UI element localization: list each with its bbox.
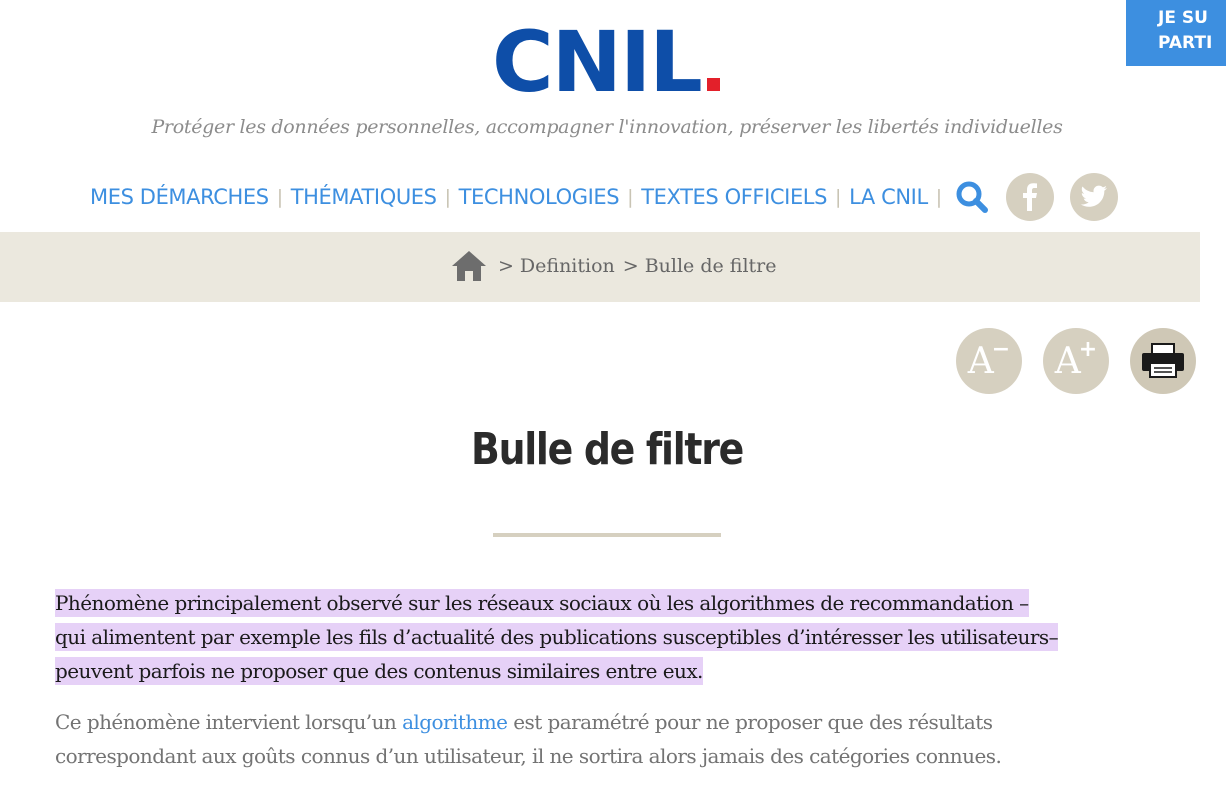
membership-cta-button[interactable] — [1126, 0, 1226, 66]
twitter-icon — [1080, 185, 1108, 209]
twitter-button[interactable] — [1070, 173, 1118, 221]
cnil-logo[interactable] — [492, 13, 720, 111]
body-text-start: Ce phénomène intervient lorsqu’un — [55, 710, 403, 734]
nav-item-mes-demarches[interactable]: MES DÉMARCHES — [90, 185, 269, 209]
body-text-end: est paramétré pour ne proposer que des résultats — [507, 710, 993, 734]
cta-line-1: JE SU — [1158, 8, 1208, 28]
lead-line-3: peuvent parfois ne proposer que des contenus similaires entre eux. — [55, 659, 703, 683]
nav-separator: | — [276, 186, 283, 208]
nav-separator: | — [627, 186, 634, 208]
nav-separator: | — [444, 186, 451, 208]
decrease-font-sign: − — [991, 336, 1011, 362]
search-icon[interactable] — [954, 179, 990, 215]
increase-font-button[interactable] — [1043, 328, 1109, 394]
title-divider — [493, 533, 721, 537]
nav-separator: | — [935, 186, 942, 208]
breadcrumb — [450, 246, 777, 286]
algorithme-link[interactable]: algorithme — [402, 710, 508, 734]
logo-red-dot — [707, 78, 720, 91]
increase-font-sign: + — [1078, 336, 1098, 362]
logo-text: CNIL — [492, 13, 701, 111]
nav-item-technologies[interactable]: TECHNOLOGIES — [458, 185, 620, 209]
breadcrumb-separator: > — [498, 255, 514, 277]
breadcrumb-item-current: Bulle de filtre — [644, 255, 777, 277]
increase-font-label: A — [1054, 340, 1081, 382]
site-tagline: Protéger les données personnelles, accompagner l'innovation, préserver les libertés individuelles — [151, 116, 1063, 138]
decrease-font-label: A — [967, 340, 994, 382]
decrease-font-button[interactable] — [956, 328, 1022, 394]
breadcrumb-separator: > — [622, 255, 639, 277]
page-tools — [956, 328, 1217, 394]
facebook-button[interactable] — [1006, 173, 1054, 221]
nav-item-textes-officiels[interactable]: TEXTES OFFICIELS — [641, 185, 828, 209]
nav-item-la-cnil[interactable]: LA CNIL — [849, 185, 928, 209]
facebook-icon — [1019, 183, 1041, 211]
breadcrumb-item-definition[interactable]: Definition — [519, 255, 615, 277]
body-line-2: correspondant aux goûts connus d’un utilisateur, il ne sortira alors jamais des catégories connues. — [55, 744, 1002, 768]
print-button[interactable] — [1130, 328, 1196, 394]
main-navigation — [90, 172, 1118, 222]
article-body — [55, 705, 1165, 773]
nav-item-thematiques[interactable]: THÉMATIQUES — [290, 185, 437, 209]
article-lead — [55, 586, 1165, 688]
lead-line-1: Phénomène principalement observé sur les réseaux sociaux où les algorithmes de recommandation – — [55, 591, 1029, 615]
page-title: Bulle de filtre — [471, 424, 743, 475]
home-icon[interactable] — [450, 249, 488, 283]
lead-line-2: qui alimentent par exemple les fils d’actualité des publications susceptibles d’intéresser les utilisateurs– — [55, 625, 1059, 649]
cta-line-2: PARTI — [1158, 33, 1213, 53]
nav-separator: | — [835, 186, 842, 208]
printer-icon — [1140, 343, 1186, 379]
